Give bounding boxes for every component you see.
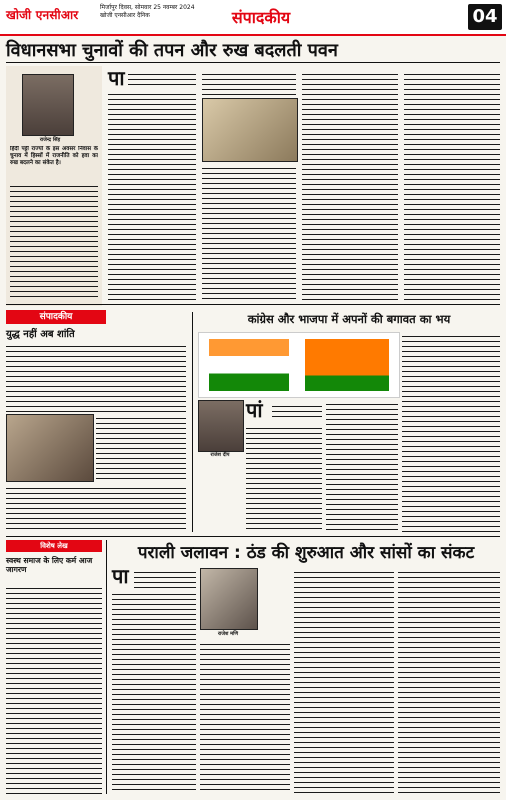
congress-author-caption: राजेश दीप <box>210 452 230 458</box>
bottom-left-label: विशेष लेख <box>6 540 102 552</box>
bottom-left-body <box>6 584 102 794</box>
congress-flag <box>209 339 289 391</box>
congress-drop-cap: पां <box>246 398 263 422</box>
parali-drop-cap: पा <box>112 564 129 588</box>
parali-body-col1 <box>112 590 196 794</box>
lead-body-col1-top <box>128 70 196 88</box>
lead-headline: विधानसभा चुनावों की तपन और रुख बदलती पवन <box>6 40 338 61</box>
newspaper-logo: खोजी एनसीआर <box>6 8 79 22</box>
lead-drop-cap: पा <box>108 66 125 90</box>
parali-body-col4 <box>398 568 500 794</box>
column-divider <box>192 312 193 532</box>
parali-body-col1-top <box>134 568 196 588</box>
lead-intro-continued <box>10 182 98 300</box>
headline-rule <box>6 62 500 63</box>
parali-author-photo <box>200 568 258 630</box>
parali-body-col2 <box>200 640 290 794</box>
congress-body-col3 <box>402 332 500 532</box>
bottom-left-headline: स्वस्थ समाज के लिए कर्म आज जागरण <box>6 556 93 574</box>
party-flags-banner <box>198 332 400 398</box>
editorial-headline: युद्ध नहीं अब शांति <box>6 329 75 340</box>
page-number: 04 <box>468 4 502 30</box>
congress-body-col1 <box>246 424 322 532</box>
editorial-body-mid <box>96 414 186 480</box>
section-title: संपादकीय <box>231 8 291 27</box>
section-divider-2 <box>6 536 500 537</box>
parali-body-col3 <box>294 568 394 794</box>
congress-body-col1-top <box>272 402 322 420</box>
editorial-photo <box>6 414 94 482</box>
issue-tagline: खोजी एनसीआर दैनिक <box>100 12 150 19</box>
issue-date: मिर्जापुर दिवस, सोमवार 25 नवम्बर 2024 <box>100 4 195 11</box>
lead-body-col1 <box>108 90 196 300</box>
editorial-body-top <box>6 342 186 412</box>
issue-meta <box>100 4 195 20</box>
congress-body-col2 <box>326 400 398 532</box>
author-photo <box>22 74 74 136</box>
lead-body-col2-top <box>202 70 296 96</box>
author-caption: राजेन्द्र सिंह <box>39 137 61 143</box>
editorial-label: संपादकीय <box>6 310 106 324</box>
congress-author-photo <box>198 400 244 452</box>
lead-body-col2 <box>202 164 296 300</box>
parali-headline: पराली जलावन : ठंड की शुरुआत और सांसों का संकट <box>137 543 475 563</box>
lead-intro: हिंदी पट्टी राज्यों के इस अवसर निवास के चुनाव में हिस्सों में राजनीति को हवा का रुख बदलने का संकेत है। <box>10 146 98 166</box>
lead-body-col3 <box>302 70 398 300</box>
column-divider-2 <box>106 540 107 794</box>
parali-author-caption: राजेश मणि <box>217 631 239 637</box>
section-divider <box>6 304 500 305</box>
congress-headline: कांग्रेस और भाजपा में अपनों की बगावत का भय <box>247 312 451 326</box>
editorial-body-bottom <box>6 484 186 532</box>
lead-inline-image <box>202 98 298 162</box>
lead-body-col4 <box>404 70 500 300</box>
bjp-flag <box>305 339 389 391</box>
